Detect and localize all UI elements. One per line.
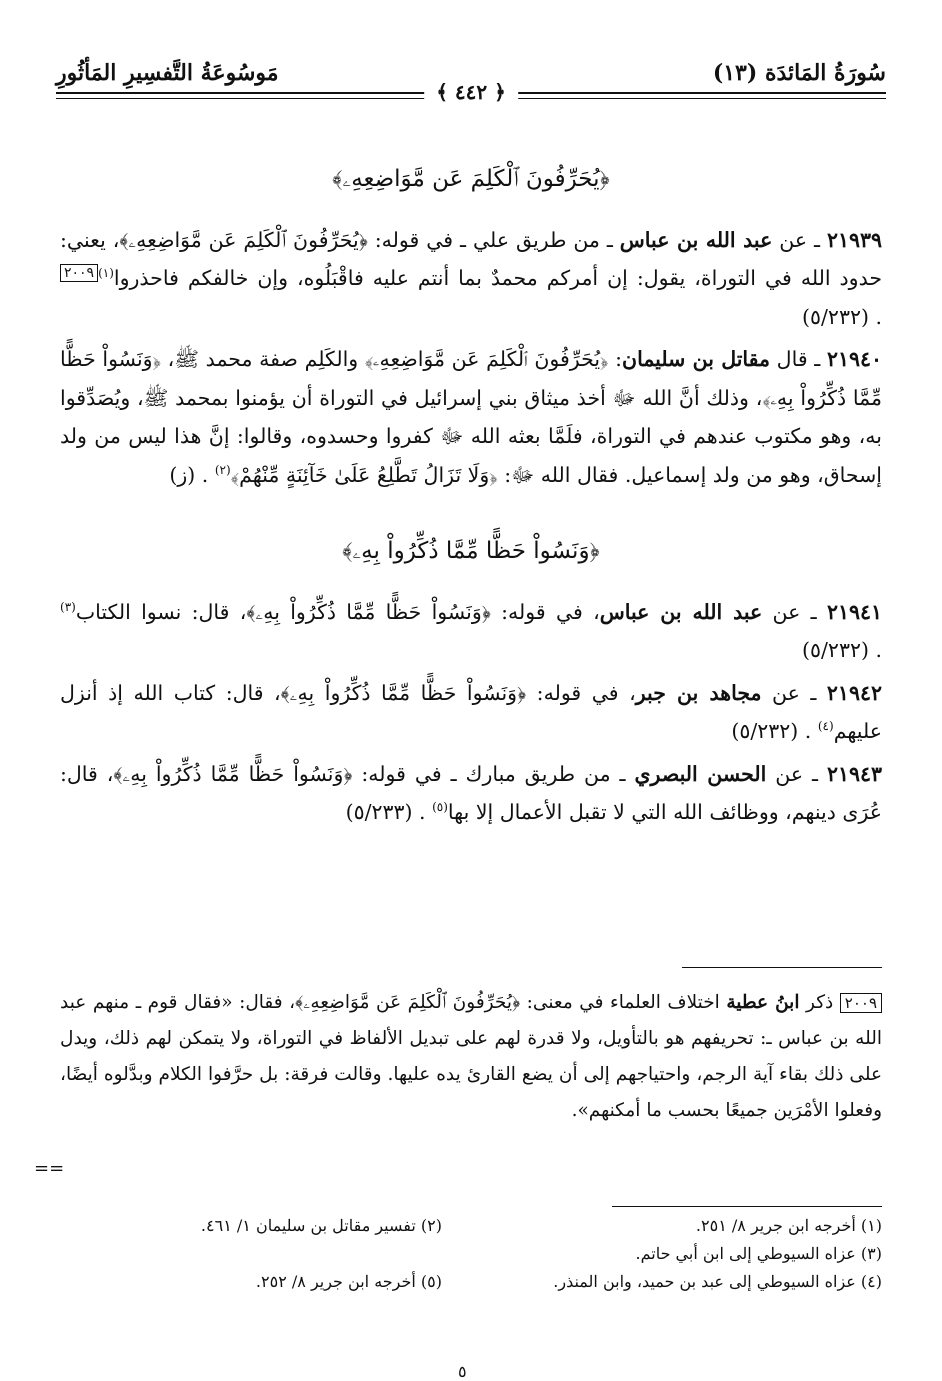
narration-text: ، في قوله: ﴿وَنَسُواْ حَظًّا مِّمَّا ذُكِّرُواْ بِهِۦ﴾، قال: كتاب الله إذ أنزل عليهم <box>60 680 882 743</box>
footnote-4: (٤) عزاه السيوطي إلى عبد بن حميد، وابن المنذر. <box>553 1272 882 1291</box>
footnote-3: (٣) عزاه السيوطي إلى ابن أبي حاتم. <box>635 1244 882 1263</box>
narration-number: ٢١٩٤١ <box>826 599 882 624</box>
narration-21941 <box>60 593 882 670</box>
source-reference: . (٥/٢٣٢) <box>731 719 812 743</box>
narration-text: ـ من طريق مبارك ـ في قوله: ﴿وَنَسُواْ حَظًّا مِّمَّا ذُكِّرُواْ بِهِۦ﴾، قال: عُرَى دينهم، ووظائف الله التي لا تقبل الأعمال إلا بها <box>60 761 882 824</box>
narration-21939 <box>60 221 882 337</box>
footnote-marker[interactable]: (٣) <box>60 599 76 614</box>
page-number: ﴿ ٤٤٢ ﴾ <box>424 80 518 104</box>
page-header <box>56 58 886 114</box>
footnote-marker[interactable]: (٤) <box>817 719 834 734</box>
continuation-mark: == <box>34 1158 65 1179</box>
narration-text: ـ عن <box>762 599 827 624</box>
narrator-name: مجاهد بن جبر <box>635 680 762 705</box>
surah-title: سُورَةُ المَائدَة (١٣) <box>712 60 886 86</box>
footnote-marker[interactable]: (٥) <box>432 800 448 815</box>
verse-heading: ﴿وَنَسُواْ حَظًّا مِّمَّا ذُكِّرُواْ بِهِۦ﴾ <box>342 538 600 564</box>
book-title: مَوسُوعَةُ التَّفسِيرِ المَأثُورِ <box>56 60 279 86</box>
footnote-2: (٢) تفسير مقاتل بن سليمان ١/ ٤٦١. <box>200 1216 442 1235</box>
narration-text: ـ عن <box>766 761 827 786</box>
footnotes <box>60 1212 882 1296</box>
source-reference: . (٥/٢٣٣) <box>345 800 426 824</box>
narration-text: ـ عن <box>761 680 827 705</box>
source-reference: . (٥/٢٣٢) <box>802 638 882 662</box>
commentary-note <box>60 985 882 1129</box>
narration-21942 <box>60 674 882 751</box>
narration-text: ـ من طريق علي ـ في قوله: ﴿يُحَرِّفُونَ ٱلْكَلِمَ عَن مَّوَاضِعِهِۦ﴾، يعني: حدود الله في التوراة، يقول: إن أمركم محمدٌ بما أنتم عليه فاقْبَلُوه، وإن خالفكم فاحذروا <box>60 227 882 290</box>
source-reference: . (٥/٢٣٢) <box>802 304 882 329</box>
narrator-name: الحسن البصري <box>634 761 767 786</box>
narration-text: ـ قال <box>770 347 827 371</box>
signature-mark: ٥ <box>458 1362 467 1381</box>
commentary-separator <box>682 967 882 968</box>
footnote-row <box>60 1212 882 1240</box>
verse-heading: ﴿يُحَرِّفُونَ ٱلْكَلِمَ عَن مَّوَاضِعِهِۦ﴾ <box>332 166 610 192</box>
footnote-marker[interactable]: (١) <box>98 266 114 281</box>
narration-number: ٢١٩٤٣ <box>826 761 882 786</box>
narration-number: ٢١٩٣٩ <box>826 227 882 252</box>
commentator-name: ابنُ عطية <box>726 992 800 1013</box>
commentary-number: ٢٠٠٩ <box>840 993 882 1013</box>
narration-number: ٢١٩٤٢ <box>826 680 882 705</box>
footnote-5: (٥) أخرجه ابن جرير ٨/ ٢٥٢. <box>255 1272 442 1291</box>
footnote-separator <box>612 1206 882 1207</box>
narration-number: ٢١٩٤٠ <box>826 347 883 371</box>
main-text <box>60 160 882 836</box>
footnote-marker[interactable]: (٢) <box>214 462 231 477</box>
narrator-name: عبد الله بن عباس <box>619 227 773 252</box>
narration-text: : ﴿يُحَرِّفُونَ ٱلْكَلِمَ عَن مَّوَاضِعِهِۦ﴾ والكَلِم صفة محمد ﷺ، ﴿وَنَسُواْ حَظًّا مِّمَّا ذُكِّرُواْ بِهِۦ﴾، وذلك أنَّ الله ﷻ أخذ ميثاق بني إسرائيل في التوراة أن يؤمنوا بمحمد ﷺ، ويُصَدِّقوا به، وهو مكتوب عندهم في التوراة، فلَمَّا بعثه الله ﷻ كفروا وحسدوه، وقالوا: إنَّ هذا ليس من ولد إسحاق، وهو من ولد إسماعيل. فقال الله ﷻ: ﴿وَلَا تَزَالُ تَطَّلِعُ عَلَىٰ خَآئِنَةٍ مِّنْهُمْ﴾ <box>60 347 882 487</box>
footnote-1: (١) أخرجه ابن جرير ٨/ ٢٥١. <box>695 1216 882 1235</box>
narrator-name: عبد الله بن عباس <box>599 599 763 624</box>
narration-21943 <box>60 755 882 832</box>
narration-text: ، في قوله: ﴿وَنَسُواْ حَظًّا مِّمَّا ذُكِّرُواْ بِهِۦ﴾، قال: نسوا الكتاب <box>75 599 600 624</box>
footnote-row <box>60 1268 882 1296</box>
commentary-marker[interactable]: ٢٠٠٩ <box>60 264 98 282</box>
narration-text: ـ عن <box>772 227 827 252</box>
narrator-name: مقاتل بن سليمان <box>622 347 771 371</box>
commentary-text: اختلاف العلماء في معنى: ﴿يُحَرِّفُونَ ٱلْكَلِمَ عَن مَّوَاضِعِهِۦ﴾، فقال: «فقال قوم ـ منهم عبد الله بن عباس ـ: تحريفهم هو بالتأويل، ولا قدرة لهم على تبديل الألفاظ في التوراة، ولا يتمكن لهم ذلك، ويدل على ذلك بقاء آية الرجم، واحتياجهم إلى أن يضع القارئ يده عليها. وقالت فرقة: بل حرَّفوا الكلام وبدَّلوه أيضًا، وفعلوا الأمْرَين جميعًا بحسب ما أمكنهم». <box>60 992 882 1121</box>
narration-21940 <box>60 340 882 494</box>
source-reference: . (ز) <box>169 462 209 487</box>
commentary-text: ذكر <box>799 992 840 1013</box>
